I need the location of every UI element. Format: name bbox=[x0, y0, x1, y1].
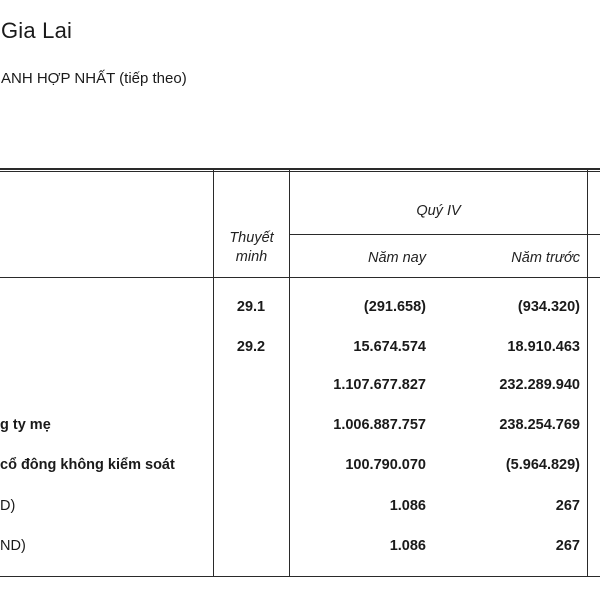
row-5-this-year: 100.790.070 bbox=[345, 457, 426, 473]
row-5-last-year: (5.964.829) bbox=[505, 457, 580, 473]
row-2-last-year: 18.910.463 bbox=[507, 339, 580, 355]
row-2-this-year: 15.674.574 bbox=[353, 339, 426, 355]
row-6-this-year: 1.086 bbox=[389, 498, 426, 514]
column-header-last-year: Năm trước bbox=[511, 250, 580, 266]
company-name: Gia Lai bbox=[1, 18, 73, 43]
period-header-divider bbox=[290, 234, 600, 235]
row-2-note: 29.2 bbox=[236, 339, 266, 355]
row-4-this-year: 1.006.887.757 bbox=[333, 417, 426, 433]
row-7-last-year: 267 bbox=[555, 538, 580, 554]
row-4-last-year: 238.254.769 bbox=[499, 417, 580, 433]
row-1-note: 29.1 bbox=[236, 299, 266, 315]
note-header-line2: minh bbox=[235, 249, 268, 265]
period-header: Quý IV bbox=[416, 203, 461, 219]
row-1-this-year: (291.658) bbox=[363, 299, 426, 315]
report-subtitle: ANH HỢP NHẤT (tiếp theo) bbox=[1, 70, 187, 87]
note-header-line1: Thuyết bbox=[229, 230, 274, 246]
row-1-last-year: (934.320) bbox=[517, 299, 580, 315]
row-4-label: g ty mẹ bbox=[0, 417, 51, 433]
header-bottom-border bbox=[0, 277, 600, 278]
row-7-label: ND) bbox=[0, 538, 26, 554]
column-divider-note bbox=[289, 170, 290, 577]
row-5-label: cổ đông không kiểm soát bbox=[0, 457, 175, 473]
row-3-last-year: 232.289.940 bbox=[499, 377, 580, 393]
row-6-label: D) bbox=[0, 498, 16, 514]
table-bottom-border bbox=[0, 576, 600, 577]
row-7-this-year: 1.086 bbox=[389, 538, 426, 554]
column-header-this-year: Năm nay bbox=[367, 250, 426, 266]
column-divider-right bbox=[587, 170, 588, 577]
row-6-last-year: 267 bbox=[555, 498, 580, 514]
row-3-this-year: 1.107.677.827 bbox=[333, 377, 426, 393]
